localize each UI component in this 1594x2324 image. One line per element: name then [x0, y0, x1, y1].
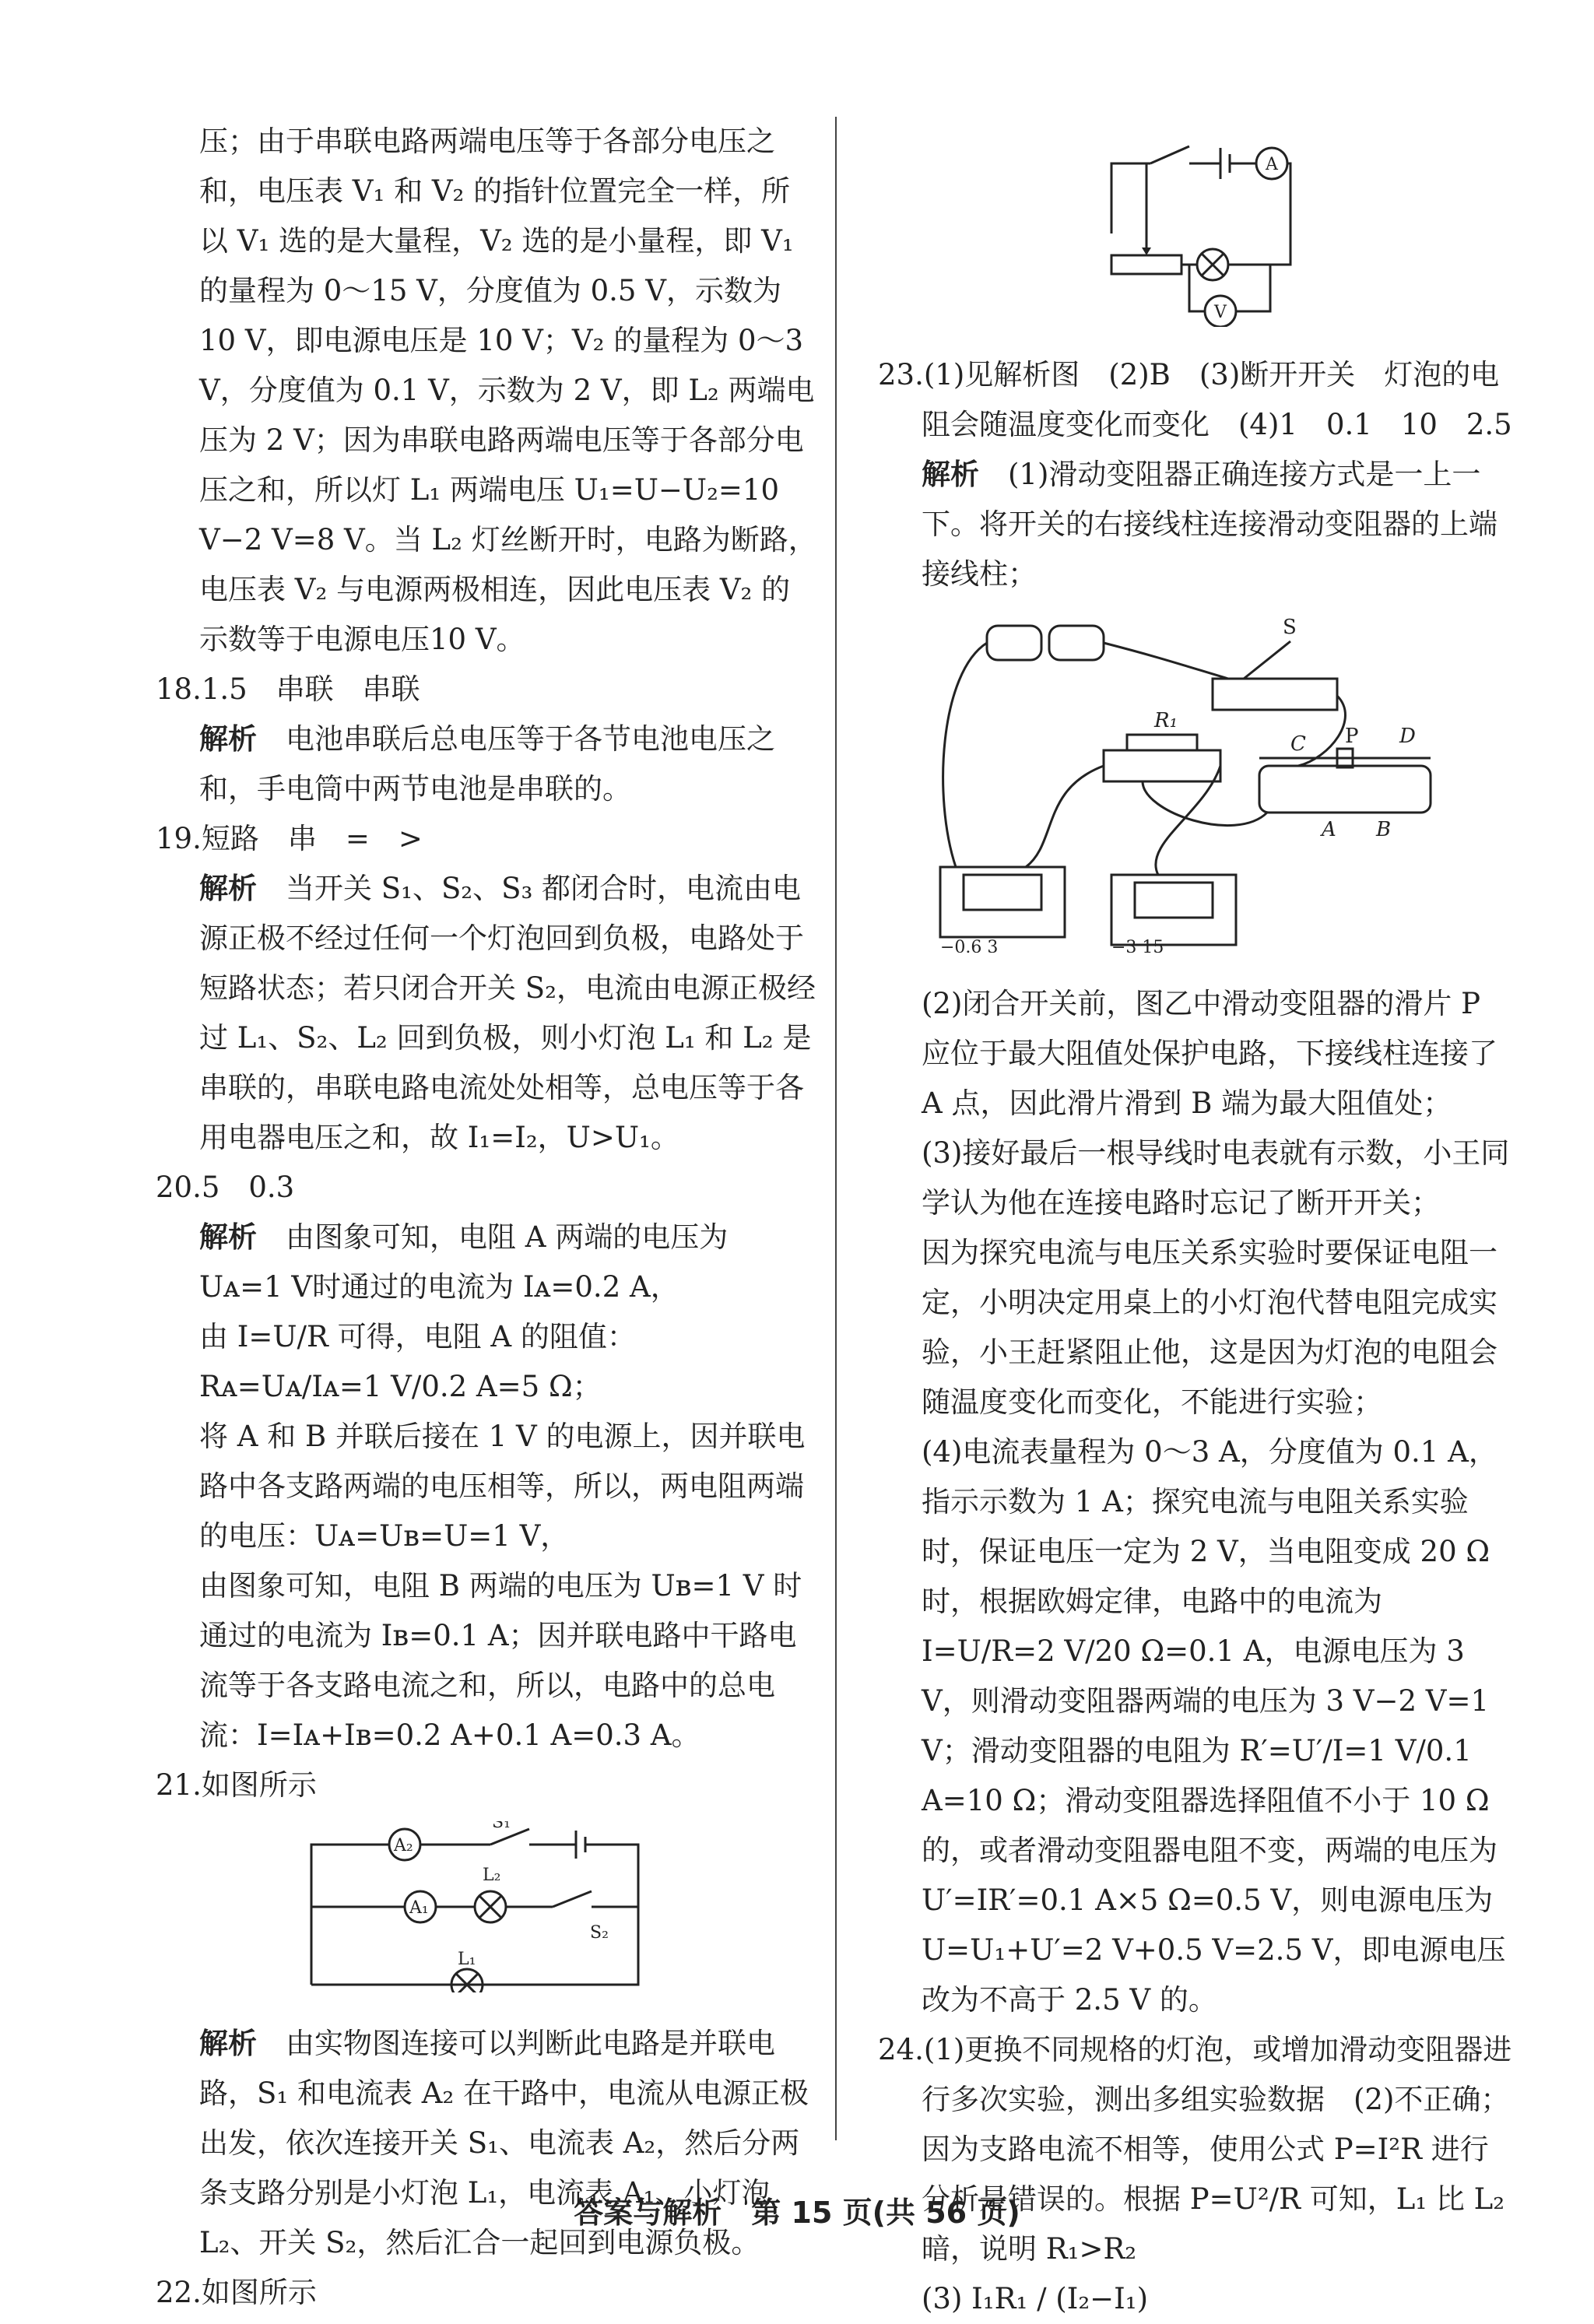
q19-explanation — [156, 864, 817, 1163]
q21-explanation-text: 由实物图连接可以判断此电路是并联电路，S₁ 和电流表 A₂ 在干路中，电流从电源正极出发，依次连接开关 S₁、电流表 A₂，然后分两条支路分别是小灯泡 L₁，电流表 A₁、小灯泡 L₂、开关 S₂，然后汇合一起回到电源负极。 — [199, 2027, 809, 2259]
analysis-tag: 解析 — [199, 1220, 257, 1254]
page-footer: 答案与解析 第 15 页(共 56 页) — [574, 2196, 1020, 2230]
q18-explanation — [156, 714, 817, 814]
analysis-tag: 解析 — [199, 872, 257, 905]
q22-circuit-svg — [1104, 117, 1306, 327]
rheostat-icon — [1259, 766, 1431, 813]
label-a: A — [1322, 818, 1336, 841]
q21-answer: 21.如图所示 — [156, 1768, 317, 1802]
q23-physical-circuit — [925, 610, 1516, 968]
label-s1: S₁ — [492, 1821, 511, 1832]
label-b: B — [1376, 818, 1392, 841]
right-column — [878, 117, 1516, 2324]
voltmeter-device-icon — [1111, 875, 1236, 945]
q20-explanation-line5: 由图象可知，电阻 B 两端的电压为 Uʙ=1 V 时通过的电流为 Iʙ=0.1 A；因并联电路中干路电流等于各支路电流之和，所以，电路中的总电流：I=Iᴀ+Iʙ=0.2 A+0.1 A=0.3 A。 — [199, 1569, 802, 1752]
label-l2: L₂ — [483, 1866, 501, 1885]
lamp-l1-icon — [451, 1969, 483, 1992]
label-l1: L₁ — [458, 1950, 476, 1969]
resistor-r1-icon — [1104, 750, 1220, 781]
analysis-tag: 解析 — [199, 722, 257, 756]
label-s2: S₂ — [590, 1923, 609, 1943]
q20-answer: 20.5 0.3 — [156, 1171, 295, 1204]
q18-explanation-text: 电池串联后总电压等于各节电池电压之和，手电筒中两节电池是串联的。 — [199, 722, 775, 806]
q21-circuit-svg — [296, 1821, 654, 1992]
label-ammeter: A — [1266, 155, 1278, 174]
battery-icon — [1049, 626, 1104, 660]
analysis-tag: 解析 — [922, 458, 979, 491]
q19-explanation-text: 当开关 S₁、S₂、S₃ 都闭合时，电流由电源正极不经过任何一个灯泡回到负极，电路处于短路状态；若只闭合开关 S₂，电流由电源正极经过 L₁、S₂、L₂ 回到负极，则小灯泡 L₁ 和 L₂ 是串联的，串联电路电流处处相等，总电压等于各用电器电压之和，故 I₁=I₂，U>U₁。 — [199, 872, 816, 1154]
label-a1: A₁ — [409, 1898, 429, 1918]
q20-explanation-line1 — [156, 1213, 817, 1312]
q20-explanation-line4: 将 A 和 B 并联后接在 1 V 的电源上，因并联电路中各支路两端的电压相等，所以，两电阻两端的电压：Uᴀ=Uʙ=U=1 V， — [199, 1420, 806, 1553]
q24-part3: (3) I₁R₁ / (I₂−I₁) — [922, 2282, 1149, 2315]
q23-explanation-p1 — [878, 450, 1516, 599]
label-voltmeter: V — [1214, 303, 1227, 322]
label-d: D — [1399, 725, 1416, 748]
label-p: P — [1345, 725, 1359, 748]
switch-icon — [1213, 679, 1337, 710]
q24-answer: 24.(1)更换不同规格的灯泡，或增加滑动变阻器进行多次实验，测出多组实验数据 (2)不正确；因为支路电流不相等，使用公式 P=I²R 进行分析是错误的。根据 P=U²/R 可知，L₁ 比 L₂ 暗，说明 R₁>R₂ — [878, 2033, 1512, 2266]
q22-answer: 22.如图所示 — [156, 2276, 317, 2309]
label-c: C — [1290, 732, 1306, 756]
left-column — [156, 117, 817, 2318]
q19-answer: 19.短路 串 = > — [156, 822, 423, 855]
label-r1: R₁ — [1154, 709, 1178, 732]
label-switch-s: S — [1283, 616, 1297, 639]
q23-explanation-p2: (2)闭合开关前，图乙中滑动变阻器的滑片 P 应位于最大阻值处保护电路，下接线柱连接了 A 点，因此滑片滑到 B 端为最大阻值处； — [922, 987, 1497, 1120]
q23-answer: 23.(1)见解析图 (2)B (3)断开开关 灯泡的电阻会随温度变化而变化 (4)1 0.1 10 2.5 — [878, 358, 1512, 441]
q22-circuit-diagram — [1104, 117, 1516, 342]
ammeter-device-icon — [940, 867, 1065, 937]
q23-explanation-p3: (3)接好最后一根导线时电表就有示数，小王同学认为他在连接电路时忘记了断开开关； — [922, 1136, 1510, 1220]
label-a2: A₂ — [394, 1836, 413, 1855]
q21-circuit-diagram — [296, 1821, 817, 2008]
q17-explanation-continued: 压；由于串联电路两端电压等于各部分电压之和，电压表 V₁ 和 V₂ 的指针位置完全一样，所以 V₁ 选的是大量程，V₂ 选的是小量程，即 V₁ 的量程为 0～15 V，分度值为 0.5 V，示数为 10 V，即电源电压是 10 V；V₂ 的量程为 0～3 V，分度值为 0.1 V，示数为 2 V，即 L₂ 两端电压为 2 V；因为串联电路两端电压等于各部分电压之和，所以灯 L₁ 两端电压 U₁=U−U₂=10 V−2 V=8 V。当 L₂ 灯丝断开时，电路为断路，电压表 V₂ 与电源两极相连，因此电压表 V₂ 的示数等于电源电压10 V。 — [199, 125, 817, 656]
q23-physical-svg — [925, 610, 1469, 953]
analysis-tag: 解析 — [199, 2027, 257, 2060]
q18-answer: 18.1.5 串联 串联 — [156, 672, 420, 706]
column-divider — [835, 117, 837, 2140]
q20-explanation-line2: 由 I=U/R 可得，电阻 A 的阻值： — [199, 1320, 636, 1353]
label-ammeter-terminals: −0.6 3 — [940, 938, 999, 953]
q20-text1: 由图象可知，电阻 A 两端的电压为 Uᴀ=1 V时通过的电流为 Iᴀ=0.2 A， — [199, 1220, 729, 1304]
q23-text1: (1)滑动变阻器正确连接方式是一上一下。将开关的右接线柱连接滑动变阻器的上端接线柱； — [922, 458, 1497, 591]
label-voltmeter-terminals: −3 15 — [1111, 938, 1164, 953]
battery-icon — [987, 626, 1041, 660]
q23-explanation-p5: (4)电流表量程为 0～3 A，分度值为 0.1 A，指示示数为 1 A；探究电流与电阻关系实验时，保证电压一定为 2 V，当电阻变成 20 Ω 时，根据欧姆定律，电路中的电流为 I=U/R=2 V/20 Ω=0.1 A，电源电压为 3 V，则滑动变阻器两端的电压为 3 V−2 V=1 V；滑动变阻器的电阻为 R′=U′/I=1 V/0.1 A=10 Ω；滑动变阻器选择阻值不小于 10 Ω 的，或者滑动变阻器电阻不变，两端的电压为 U′=IR′=0.1 A×5 Ω=0.5 V，则电源电压为 U=U₁+U′=2 V+0.5 V=2.5 V，即电源电压改为不高于 2.5 V 的。 — [922, 1435, 1506, 2017]
q23-explanation-p4: 因为探究电流与电压关系实验时要保证电阻一定，小明决定用桌上的小灯泡代替电阻完成实验，小王赶紧阻止他，这是因为灯泡的电阻会随温度变化而变化，不能进行实验； — [922, 1236, 1497, 1419]
q20-explanation-line3: Rᴀ=Uᴀ/Iᴀ=1 V/0.2 A=5 Ω； — [199, 1370, 602, 1403]
